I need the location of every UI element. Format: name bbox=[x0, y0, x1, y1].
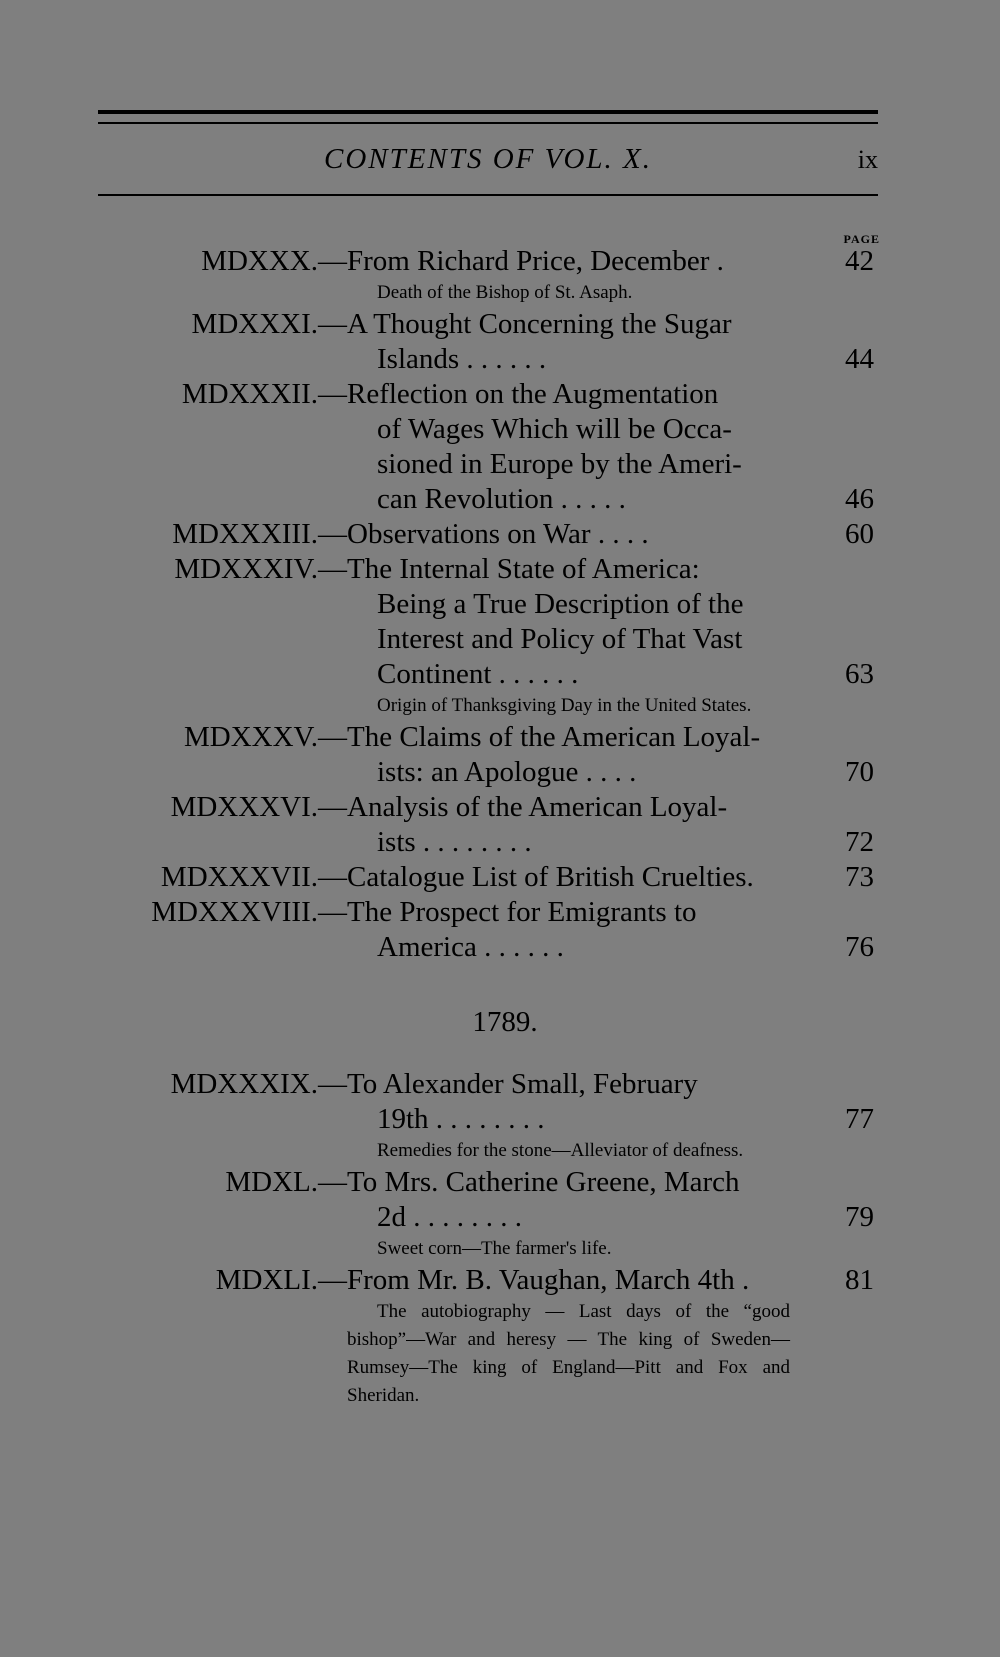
entry-summary-note: Remedies for the stone—Alleviator of deafness. bbox=[377, 1140, 744, 1161]
contents-entry bbox=[0, 1067, 1000, 1165]
entry-line bbox=[0, 342, 1000, 377]
entry-page-number: 63 bbox=[845, 658, 874, 690]
contents-list bbox=[0, 244, 1000, 1410]
entry-summary-note: The autobiography — Last days of the “good bishop”—War and heresy — The king of Sweden—Rumsey—The king of England—Pitt and Fox and Sheridan. bbox=[347, 1301, 790, 1406]
entry-line bbox=[0, 552, 1000, 587]
contents-entry bbox=[0, 895, 1000, 965]
entry-line bbox=[0, 622, 1000, 657]
entry-title-line: 19th . . . . . . . . bbox=[377, 1103, 545, 1135]
entry-line bbox=[0, 412, 1000, 447]
contents-entry bbox=[0, 377, 1000, 517]
entry-number: MDXXXI.— bbox=[191, 308, 347, 340]
contents-entry bbox=[0, 307, 1000, 377]
entry-page-number: 70 bbox=[845, 756, 874, 788]
entry-title-line: Continent . . . . . . bbox=[377, 658, 579, 690]
contents-entry bbox=[0, 244, 1000, 307]
entry-title-line: Catalogue List of British Cruelties. bbox=[347, 861, 754, 893]
entry-number: MDXXXV.— bbox=[183, 721, 347, 753]
entry-title-line: America . . . . . . bbox=[377, 931, 564, 963]
entry-line bbox=[0, 517, 1000, 552]
entry-page-number: 77 bbox=[845, 1103, 874, 1135]
entry-title-line: The Claims of the American Loyal- bbox=[347, 721, 761, 753]
entry-line bbox=[0, 1200, 1000, 1235]
entry-title-line: Observations on War . . . . bbox=[347, 518, 649, 550]
entry-page-number: 46 bbox=[845, 483, 874, 515]
entry-page-number: 79 bbox=[845, 1201, 874, 1233]
entry-number: MDXXXIX.— bbox=[170, 1068, 347, 1100]
contents-entry bbox=[0, 1165, 1000, 1263]
entry-title-line: 2d . . . . . . . . bbox=[377, 1201, 522, 1233]
entry-page-number: 76 bbox=[845, 931, 874, 963]
entry-title-line: ists: an Apologue . . . . bbox=[377, 756, 637, 788]
entry-title-line: Reflection on the Augmentation bbox=[347, 378, 719, 410]
entry-page-number: 81 bbox=[845, 1264, 874, 1296]
entry-line bbox=[0, 307, 1000, 342]
contents-entry bbox=[0, 517, 1000, 552]
entry-title-line: of Wages Which will be Occa- bbox=[377, 413, 732, 445]
entry-title-line: ists . . . . . . . . bbox=[377, 826, 532, 858]
running-head-page-number: ix bbox=[857, 145, 878, 174]
entry-page-number: 73 bbox=[845, 861, 874, 893]
contents-group-1789 bbox=[0, 1067, 1000, 1410]
entry-number: MDXXXVI.— bbox=[170, 791, 347, 823]
entry-line bbox=[0, 657, 1000, 692]
entry-number: MDXLI.— bbox=[215, 1264, 347, 1296]
entry-line bbox=[0, 720, 1000, 755]
entry-title-line: Analysis of the American Loyal- bbox=[347, 791, 728, 823]
entry-line bbox=[0, 1067, 1000, 1102]
entry-line bbox=[0, 482, 1000, 517]
entry-number: MDXXXIII.— bbox=[172, 518, 347, 550]
entry-title-line: Being a True Description of the bbox=[377, 588, 744, 620]
entry-line bbox=[0, 587, 1000, 622]
entry-title-line: To Mrs. Catherine Greene, March bbox=[347, 1166, 740, 1198]
entry-page-number: 72 bbox=[845, 826, 874, 858]
entry-summary-note: Origin of Thanksgiving Day in the United States. bbox=[377, 695, 752, 716]
contents-entry bbox=[0, 720, 1000, 790]
entry-title-line: From Richard Price, December . bbox=[347, 245, 724, 277]
entry-line bbox=[0, 930, 1000, 965]
entry-line bbox=[0, 790, 1000, 825]
header-rule-top bbox=[98, 110, 878, 114]
entry-title-line: To Alexander Small, February bbox=[347, 1068, 698, 1100]
entry-number: MDXXXII.— bbox=[181, 378, 347, 410]
entry-title-line: A Thought Concerning the Sugar bbox=[347, 308, 732, 340]
entry-line bbox=[0, 447, 1000, 482]
contents-entry bbox=[0, 1263, 1000, 1410]
contents-entry bbox=[0, 860, 1000, 895]
entry-line bbox=[0, 377, 1000, 412]
page-column-label: PAGE bbox=[843, 232, 880, 246]
entry-page-number: 60 bbox=[845, 518, 874, 550]
entry-line bbox=[0, 244, 1000, 279]
entry-number: MDXXXVIII.— bbox=[151, 896, 347, 928]
entry-line bbox=[0, 1263, 1000, 1298]
entry-number: MDXXXVII.— bbox=[160, 861, 347, 893]
header-rule-bottom bbox=[98, 194, 878, 196]
entry-line bbox=[0, 895, 1000, 930]
header-rule-second bbox=[98, 122, 878, 124]
running-head-title: CONTENTS OF VOL. X. bbox=[324, 143, 652, 175]
entry-title-line: The Prospect for Emigrants to bbox=[347, 896, 697, 928]
contents-entry bbox=[0, 790, 1000, 860]
entry-page-number: 44 bbox=[845, 343, 874, 375]
entry-line bbox=[0, 825, 1000, 860]
contents-entry bbox=[0, 552, 1000, 720]
entry-number: MDXXX.— bbox=[201, 245, 347, 277]
entry-line bbox=[0, 1165, 1000, 1200]
year-heading: 1789. bbox=[472, 1006, 538, 1038]
entry-line bbox=[0, 860, 1000, 895]
entry-number: MDXL.— bbox=[225, 1166, 347, 1198]
entry-page-number: 42 bbox=[845, 245, 874, 277]
contents-group-1788 bbox=[0, 244, 1000, 965]
entry-title-line: sioned in Europe by the Ameri- bbox=[377, 448, 742, 480]
entry-title-line: The Internal State of America: bbox=[347, 553, 700, 585]
entry-title-line: can Revolution . . . . . bbox=[377, 483, 626, 515]
entry-summary-note: Death of the Bishop of St. Asaph. bbox=[377, 282, 633, 303]
entry-title-line: From Mr. B. Vaughan, March 4th . bbox=[347, 1264, 750, 1296]
entry-number: MDXXXIV.— bbox=[174, 553, 347, 585]
entry-line bbox=[0, 1102, 1000, 1137]
entry-summary-note: Sweet corn—The farmer's life. bbox=[377, 1238, 612, 1259]
entry-line bbox=[0, 755, 1000, 790]
entry-title-line: Interest and Policy of That Vast bbox=[377, 623, 743, 655]
entry-title-line: Islands . . . . . . bbox=[377, 343, 547, 375]
